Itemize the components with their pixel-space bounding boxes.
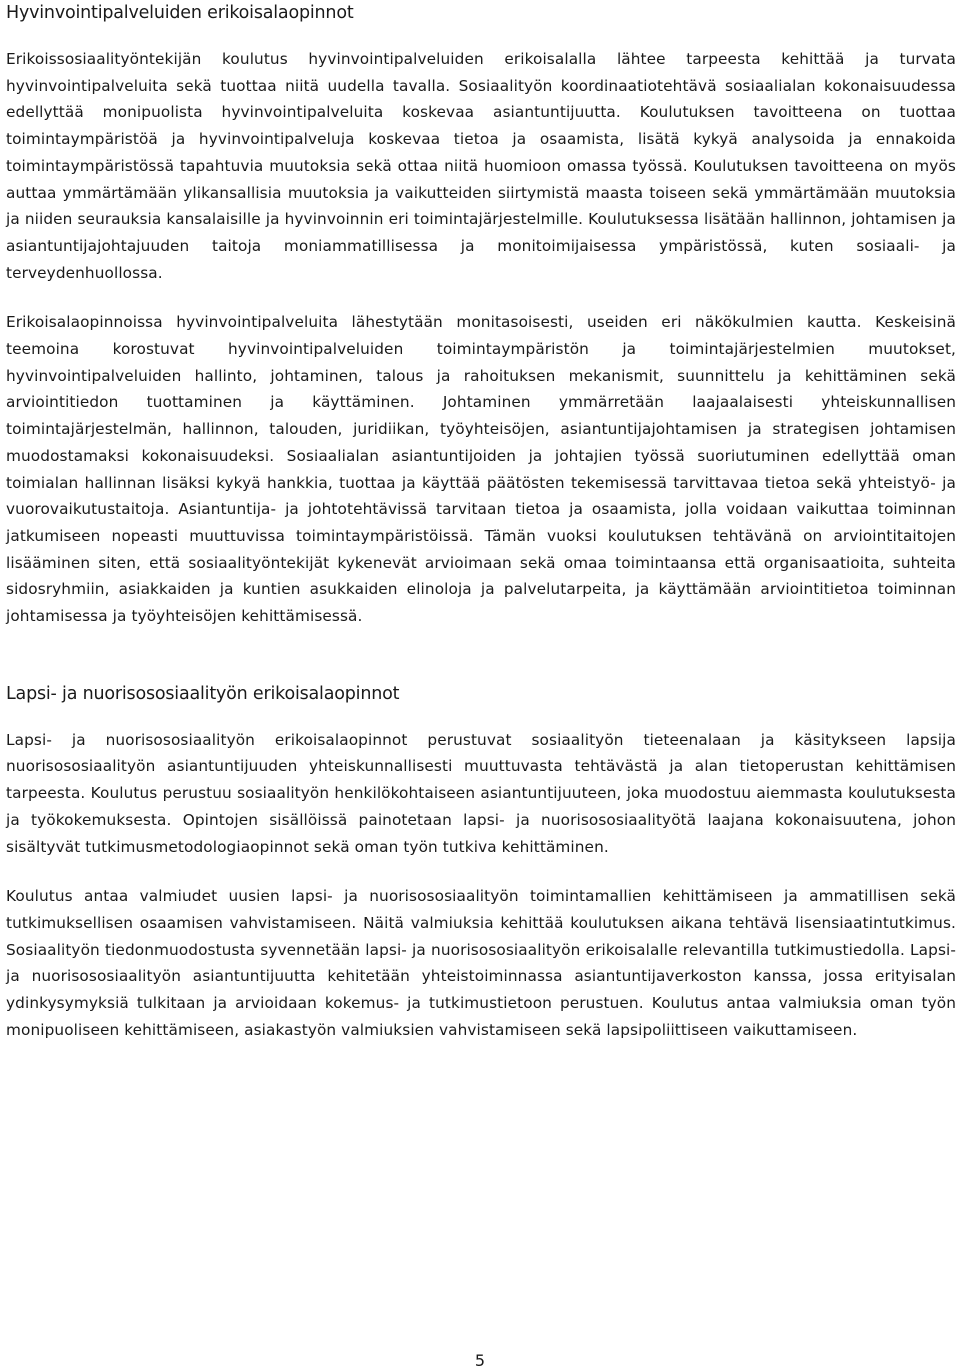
body-paragraph: Erikoisalaopinnoissa hyvinvointipalveluita lähestytään monitasoisesti, useiden eri näkökulmien kautta. Keskeisinä teemoina korostuvat hyvinvointipalveluiden toimintaympäristön ja toimintajärjestelmien muutokset, hyvinvointipalveluiden hallinto, johtaminen, talous ja rahoituksen mekanismit, suunnittelu ja kehittäminen sekä arviointitiedon tuottaminen ja käyttäminen. Johtaminen ymmärretään laajaalaisesti yhteiskunnallisen toimintajärjestelmän, hallinnon, talouden, juridiikan, työyhteisöjen, asiantuntijajohtamisen ja strategisen johtamisen muodostamaksi kokonaisuudeksi. Sosiaalialan asiantuntijoiden ja johtajien työssä suoriutuminen edellyttää oman toimialan hallinnan lisäksi kykyä hankkia, tuottaa ja käyttää päätösten tekemisessä tarvittavaa tietoa sekä yhteistyö- ja vuorovaikutustaitoja. Asiantuntija- ja johtotehtävissä tarvitaan tietoa ja osaamista, jolla voidaan vaikuttaa toiminnan jatkumiseen nopeasti muuttuvissa toimintaympäristöissä. Tämän vuoksi koulutuksen tehtävänä on arviointitaitojen lisääminen siten, että sosiaalityöntekijät kykenevät arvioimaan sekä omaa toimintaansa että organisaatioita, suhteita sidosryhmiin, asiakkaiden ja kuntien asukkaiden elinoloja ja palvelutarpeita, ja käyttämään arviointitietoa toiminnan johtamisessa ja työyhteisöjen kehittämisessä. xyxy=(6,313,956,626)
section-hyvinvointipalvelut xyxy=(6,1,956,630)
section-heading: Hyvinvointipalveluiden erikoisalaopinnot xyxy=(6,3,354,23)
document-page xyxy=(6,0,956,1044)
section-heading: Lapsi- ja nuorisososiaalityön erikoisalaopinnot xyxy=(6,683,400,704)
section-lapsi-ja-nuorisososiaalityo xyxy=(6,682,956,1044)
body-paragraph: Lapsi- ja nuorisososiaalityön erikoisalaopinnot perustuvat sosiaalityön tieteenalaan ja käsitykseen lapsija nuorisososiaalityön asiantuntijuuden yhteiskunnallisesti muuttuvasta tehtävästä ja alan tietoperustan kehittämisen tarpeesta. Koulutus perustuu sosiaalityön henkilökohtaiseen asiantuntijuuteen, joka muodostuu aiemmasta koulutuksesta ja työkokemuksesta. Opintojen sisällöissä painotetaan lapsi- ja nuorisososiaalityötä laajana kokonaisuutena, johon sisältyvät tutkimusmetodologiaopinnot sekä oman työn tutkiva kehittäminen. xyxy=(6,730,956,856)
body-paragraph: Koulutus antaa valmiudet uusien lapsi- ja nuorisososiaalityön toimintamallien kehittämiseen ja ammatillisen sekä tutkimuksellisen osaamisen vahvistamiseen. Näitä valmiuksia kehittää koulutuksen aikana tehtävä lisensiaatintutkimus. Sosiaalityön tiedonmuodostusta syvennetään lapsi- ja nuorisososiaalityön erikoisalalle relevantilla tutkimustiedolla. Lapsi- ja nuorisososiaalityön asiantuntijuutta kehitetään yhteistoiminnassa asiantuntijaverkoston kanssa, jossa erityisalan ydinkysymyksiä tulkitaan ja arvioidaan kokemus- ja tutkimustietoon perustuen. Koulutus antaa valmiuksia oman työn monipuoliseen kehittämiseen, asiakastyön valmiuksien vahvistamiseen sekä lapsipoliittiseen vaikuttamiseen. xyxy=(6,887,956,1039)
body-paragraph: Erikoissosiaalityöntekijän koulutus hyvinvointipalveluiden erikoisalalla lähtee tarpeesta kehittää ja turvata hyvinvointipalveluita sekä tuottaa niitä uudella tavalla. Sosiaalityön koordinaatiotehtävä sosiaalialan kokonaisuudessa edellyttää monipuolista hyvinvointipalveluita koskevaa asiantuntijuutta. Koulutuksen tavoitteena on tuottaa toimintaympäristöä ja hyvinvointipalveluja koskevaa tietoa ja osaamista, lisätä kykyä analysoida ja ennakoida toimintaympäristössä tapahtuvia muutoksia sekä ottaa niitä huomioon omassa työssä. Koulutuksen tavoitteena on myös auttaa ymmärtämään ylikansallisia muutoksia ja vaikutteiden siirtymistä maasta toiseen sekä ymmärtämään muutoksia ja niiden seurauksia kansalaisille ja hyvinvoinnin eri toimintajärjestelmille. Koulutuksessa lisätään hallinnon, johtamisen ja asiantuntijajohtajuuden taitoja moniammatillisessa ja monitoimijaisessa ympäristössä, kuten sosiaali- ja terveydenhuollossa. xyxy=(6,50,956,282)
page-number: 5 xyxy=(474,1351,486,1370)
